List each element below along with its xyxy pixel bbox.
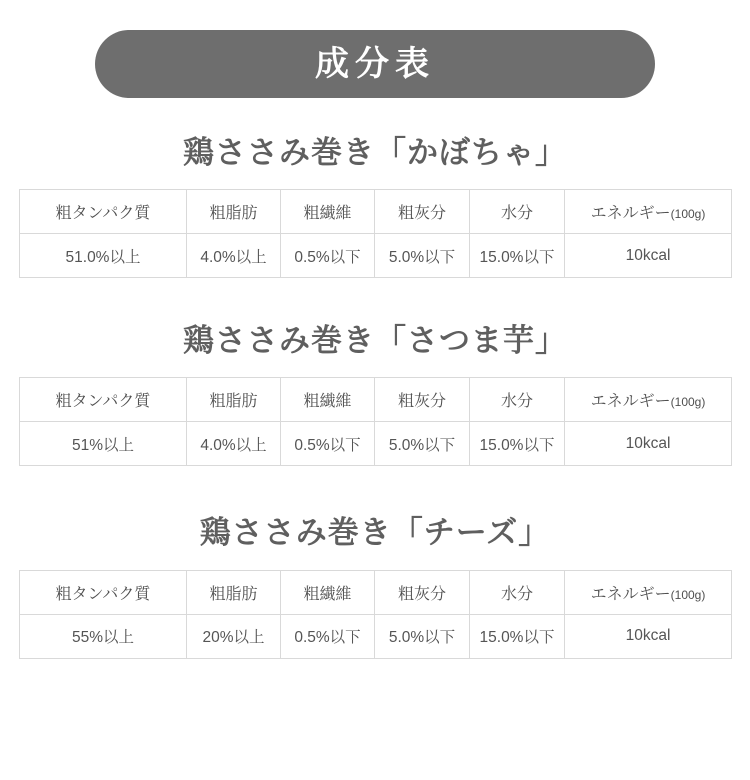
table-row — [20, 234, 732, 278]
header-banner — [95, 30, 655, 98]
table-row — [20, 614, 732, 658]
table-header-row — [20, 190, 732, 234]
section-title: 鶏ささみ巻き「チーズ」 — [199, 515, 551, 551]
table-header-row — [20, 570, 732, 614]
header-cell-energy — [565, 378, 732, 422]
value-cell-fat: 4.0%以上 — [187, 422, 281, 466]
header-cell-fat: 粗脂肪 — [187, 190, 281, 234]
section-title: 鶏ささみ巻き「かぼちゃ」 — [183, 135, 567, 170]
nutrition-section-cheese — [19, 514, 731, 658]
value-cell-energy: 10kcal — [565, 422, 732, 466]
header-cell-moisture: 水分 — [470, 378, 565, 422]
header-cell-moisture: 水分 — [470, 570, 565, 614]
energy-label: エネルギー — [590, 393, 671, 411]
header-cell-moisture: 水分 — [470, 190, 565, 234]
nutrition-table — [19, 570, 732, 659]
value-cell-protein: 51.0%以上 — [20, 234, 187, 278]
value-cell-protein: 55%以上 — [20, 614, 187, 658]
header-cell-energy — [565, 570, 732, 614]
table-header-row — [20, 378, 732, 422]
value-cell-fat: 4.0%以上 — [187, 234, 281, 278]
value-cell-moisture: 15.0%以下 — [470, 234, 565, 278]
energy-unit-label: (100g) — [670, 587, 706, 602]
header-cell-fiber: 粗繊維 — [281, 378, 375, 422]
header-cell-fiber: 粗繊維 — [281, 190, 375, 234]
value-cell-moisture: 15.0%以下 — [470, 422, 565, 466]
header-cell-fiber: 粗繊維 — [281, 570, 375, 614]
value-cell-ash: 5.0%以下 — [375, 234, 470, 278]
header-cell-fat: 粗脂肪 — [187, 570, 281, 614]
energy-unit-label: (100g) — [670, 207, 706, 222]
value-cell-protein: 51%以上 — [20, 422, 187, 466]
value-cell-fiber: 0.5%以下 — [281, 234, 375, 278]
header-cell-ash: 粗灰分 — [375, 378, 470, 422]
section-title: 鶏ささみ巻き「さつま芋」 — [183, 323, 567, 359]
nutrition-info-page — [0, 30, 750, 780]
nutrition-table — [19, 189, 732, 278]
header-cell-protein: 粗タンパク質 — [20, 570, 187, 614]
value-cell-moisture: 15.0%以下 — [470, 614, 565, 658]
nutrition-table — [19, 377, 732, 466]
value-cell-energy: 10kcal — [565, 614, 732, 658]
value-cell-ash: 5.0%以下 — [375, 422, 470, 466]
nutrition-section-kabocha — [19, 134, 731, 278]
header-cell-fat: 粗脂肪 — [187, 378, 281, 422]
nutrition-section-satsumaimo — [19, 322, 731, 466]
value-cell-energy: 10kcal — [565, 234, 732, 278]
value-cell-fiber: 0.5%以下 — [281, 614, 375, 658]
value-cell-fat: 20%以上 — [187, 614, 281, 658]
table-row — [20, 422, 732, 466]
header-cell-protein: 粗タンパク質 — [20, 378, 187, 422]
energy-unit-label: (100g) — [670, 395, 706, 410]
value-cell-fiber: 0.5%以下 — [281, 422, 375, 466]
energy-label: エネルギー — [590, 205, 671, 223]
page-title: 成分表 — [315, 45, 435, 83]
header-cell-ash: 粗灰分 — [375, 190, 470, 234]
header-cell-energy — [565, 190, 732, 234]
header-cell-ash: 粗灰分 — [375, 570, 470, 614]
header-cell-protein: 粗タンパク質 — [20, 190, 187, 234]
value-cell-ash: 5.0%以下 — [375, 614, 470, 658]
energy-label: エネルギー — [590, 585, 671, 603]
